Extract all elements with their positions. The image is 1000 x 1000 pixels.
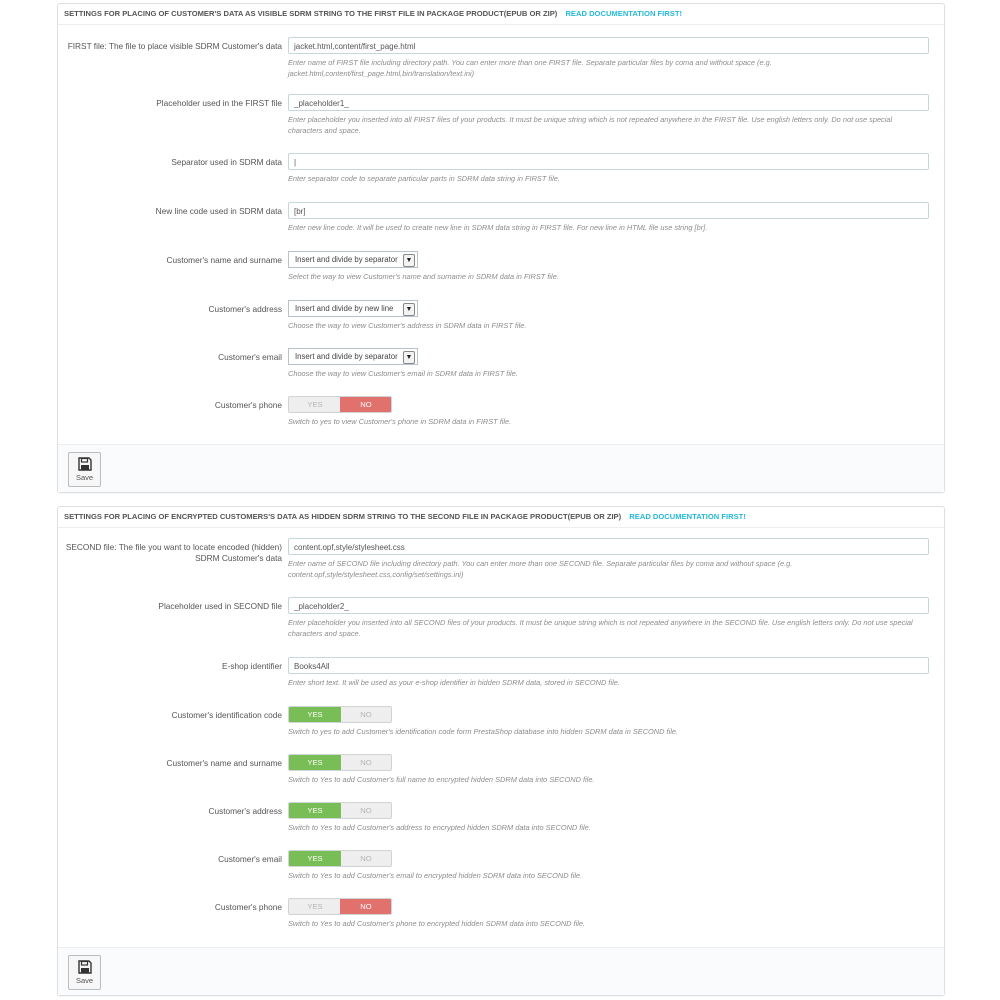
second-file-label: SECOND file: The file you want to locate encoded (hidden) SDRM Customer's data [65, 542, 282, 563]
chevron-down-icon: ▼ [403, 254, 415, 267]
placeholder-label: Placeholder used in SECOND file [158, 601, 282, 611]
placeholder-input[interactable]: _placeholder1_ [288, 94, 929, 111]
phone-label: Customer's phone [214, 902, 282, 912]
phone-switch[interactable] [288, 396, 392, 413]
address-label: Customer's address [208, 304, 282, 314]
eshop-label: E-shop identifier [222, 661, 282, 671]
address-help: Switch to Yes to add Customer's address to encrypted hidden SDRM data into SECOND file. [288, 823, 591, 832]
save-button[interactable] [68, 452, 101, 487]
read-documentation-link[interactable]: READ DOCUMENTATION FIRST! [565, 9, 683, 18]
switch-yes-option[interactable]: YES [307, 400, 323, 409]
panel-title: SETTINGS FOR PLACING OF CUSTOMER'S DATA AS VISIBLE SDRM STRING TO THE FIRST FILE IN PACKAGE PRODUCT(EPUB OR ZIP) [64, 9, 558, 18]
phone-help: Switch to yes to view Customer's phone in SDRM data in FIRST file. [288, 417, 512, 426]
newline-input[interactable]: [br] [288, 202, 929, 219]
address-switch[interactable] [288, 802, 392, 819]
floppy-disk-icon [78, 457, 92, 471]
first-file-label: FIRST file: The file to place visible SDRM Customer's data [67, 41, 282, 51]
switch-no-option[interactable]: NO [340, 397, 392, 412]
eshop-input[interactable]: Books4All [288, 657, 929, 674]
placeholder-help: Enter placeholder you inserted into all SECOND files of your products. It must be unique string which is not repeated anywhere in the SECOND file. Use english letters only. Do not use special characters and space. [288, 618, 913, 638]
second-file-help: Enter name of SECOND file including directory path. You can enter more than one SECOND file. Separate particular files by coma and without space (e.g. content.opf,style/stylesheet.css,config/set/settings.ini) [288, 559, 793, 579]
switch-no-option[interactable]: NO [360, 854, 372, 863]
phone-label: Customer's phone [214, 400, 282, 410]
address-select-value: Insert and divide by new line [295, 304, 394, 313]
name-label: Customer's name and surname [166, 758, 282, 768]
email-help: Choose the way to view Customer's email in SDRM data in FIRST file. [288, 369, 518, 378]
ident-help: Switch to yes to add Customer's identification code form PrestaShop database into hidden SDRM data in SECOND file. [288, 727, 679, 736]
newline-label: New line code used in SDRM data [155, 206, 282, 216]
name-switch[interactable] [288, 754, 392, 771]
email-label: Customer's email [218, 352, 282, 362]
first-file-input[interactable]: jacket.html,content/first_page.html [288, 37, 929, 54]
switch-no-option[interactable]: NO [360, 806, 372, 815]
second-file-input[interactable]: content.opf,style/stylesheet.css [288, 538, 929, 555]
second-file-settings-panel [57, 506, 945, 996]
address-select[interactable] [288, 300, 418, 317]
panel-heading [58, 4, 944, 25]
switch-no-option[interactable]: NO [360, 710, 372, 719]
phone-switch[interactable] [288, 898, 392, 915]
switch-yes-option[interactable]: YES [289, 851, 341, 866]
first-file-settings-panel [57, 3, 945, 493]
save-label: Save [75, 976, 94, 985]
name-label: Customer's name and surname [166, 255, 282, 265]
ident-switch[interactable] [288, 706, 392, 723]
placeholder-label: Placeholder used in the FIRST file [156, 98, 282, 108]
eshop-help: Enter short text. It will be used as your e-shop identifier in hidden SDRM data, stored in SECOND file. [288, 678, 620, 687]
panel-title: SETTINGS FOR PLACING OF ENCRYPTED CUSTOMERS'S DATA AS HIDDEN SDRM STRING TO THE SECOND FILE IN PACKAGE PRODUCT(EPUB OR ZIP) [64, 512, 622, 521]
switch-yes-option[interactable]: YES [307, 902, 323, 911]
first-file-help: Enter name of FIRST file including directory path. You can enter more than one FIRST file. Separate particular files by coma and without space (e.g. jacket.html,content/first_page.html,bin/translation/text.ini) [288, 58, 772, 78]
switch-yes-option[interactable]: YES [289, 707, 341, 722]
name-help: Switch to Yes to add Customer's full name to encrypted hidden SDRM data into SECOND file. [288, 775, 595, 784]
separator-input[interactable]: | [288, 153, 929, 170]
ident-label: Customer's identification code [171, 710, 282, 720]
save-button[interactable] [68, 955, 101, 990]
phone-help: Switch to Yes to add Customer's phone to encrypted hidden SDRM data into SECOND file. [288, 919, 586, 928]
separator-label: Separator used in SDRM data [171, 157, 282, 167]
email-help: Switch to Yes to add Customer's email to encrypted hidden SDRM data into SECOND file. [288, 871, 583, 880]
separator-help: Enter separator code to separate particular parts in SDRM data string in FIRST file. [288, 174, 560, 183]
read-documentation-link[interactable]: READ DOCUMENTATION FIRST! [629, 512, 746, 521]
name-select[interactable] [288, 251, 418, 268]
email-label: Customer's email [218, 854, 282, 864]
panel-footer [58, 444, 944, 492]
panel-heading [58, 507, 944, 528]
floppy-disk-icon [78, 960, 92, 974]
placeholder-help: Enter placeholder you inserted into all FIRST files of your products. It must be unique string which is not repeated anywhere in the FIRST file. Use english letters only. Do not use special characters and space. [288, 115, 893, 135]
email-select[interactable] [288, 348, 418, 365]
email-select-value: Insert and divide by separator [295, 352, 398, 361]
save-label: Save [75, 473, 94, 482]
address-label: Customer's address [208, 806, 282, 816]
address-help: Choose the way to view Customer's address in SDRM data in FIRST file. [288, 321, 527, 330]
switch-yes-option[interactable]: YES [289, 803, 341, 818]
panel-footer [58, 947, 944, 995]
name-select-value: Insert and divide by separator [295, 255, 398, 264]
switch-no-option[interactable]: NO [360, 758, 372, 767]
email-switch[interactable] [288, 850, 392, 867]
placeholder-input[interactable]: _placeholder2_ [288, 597, 929, 614]
chevron-down-icon: ▼ [403, 303, 415, 316]
switch-yes-option[interactable]: YES [289, 755, 341, 770]
switch-no-option[interactable]: NO [340, 899, 392, 914]
chevron-down-icon: ▼ [403, 351, 415, 364]
newline-help: Enter new line code. It will be used to create new line in SDRM data string in FIRST file. For new line in HTML file use string [br]. [288, 223, 708, 232]
name-help: Select the way to view Customer's name and surname in SDRM data in FIRST file. [288, 272, 559, 281]
